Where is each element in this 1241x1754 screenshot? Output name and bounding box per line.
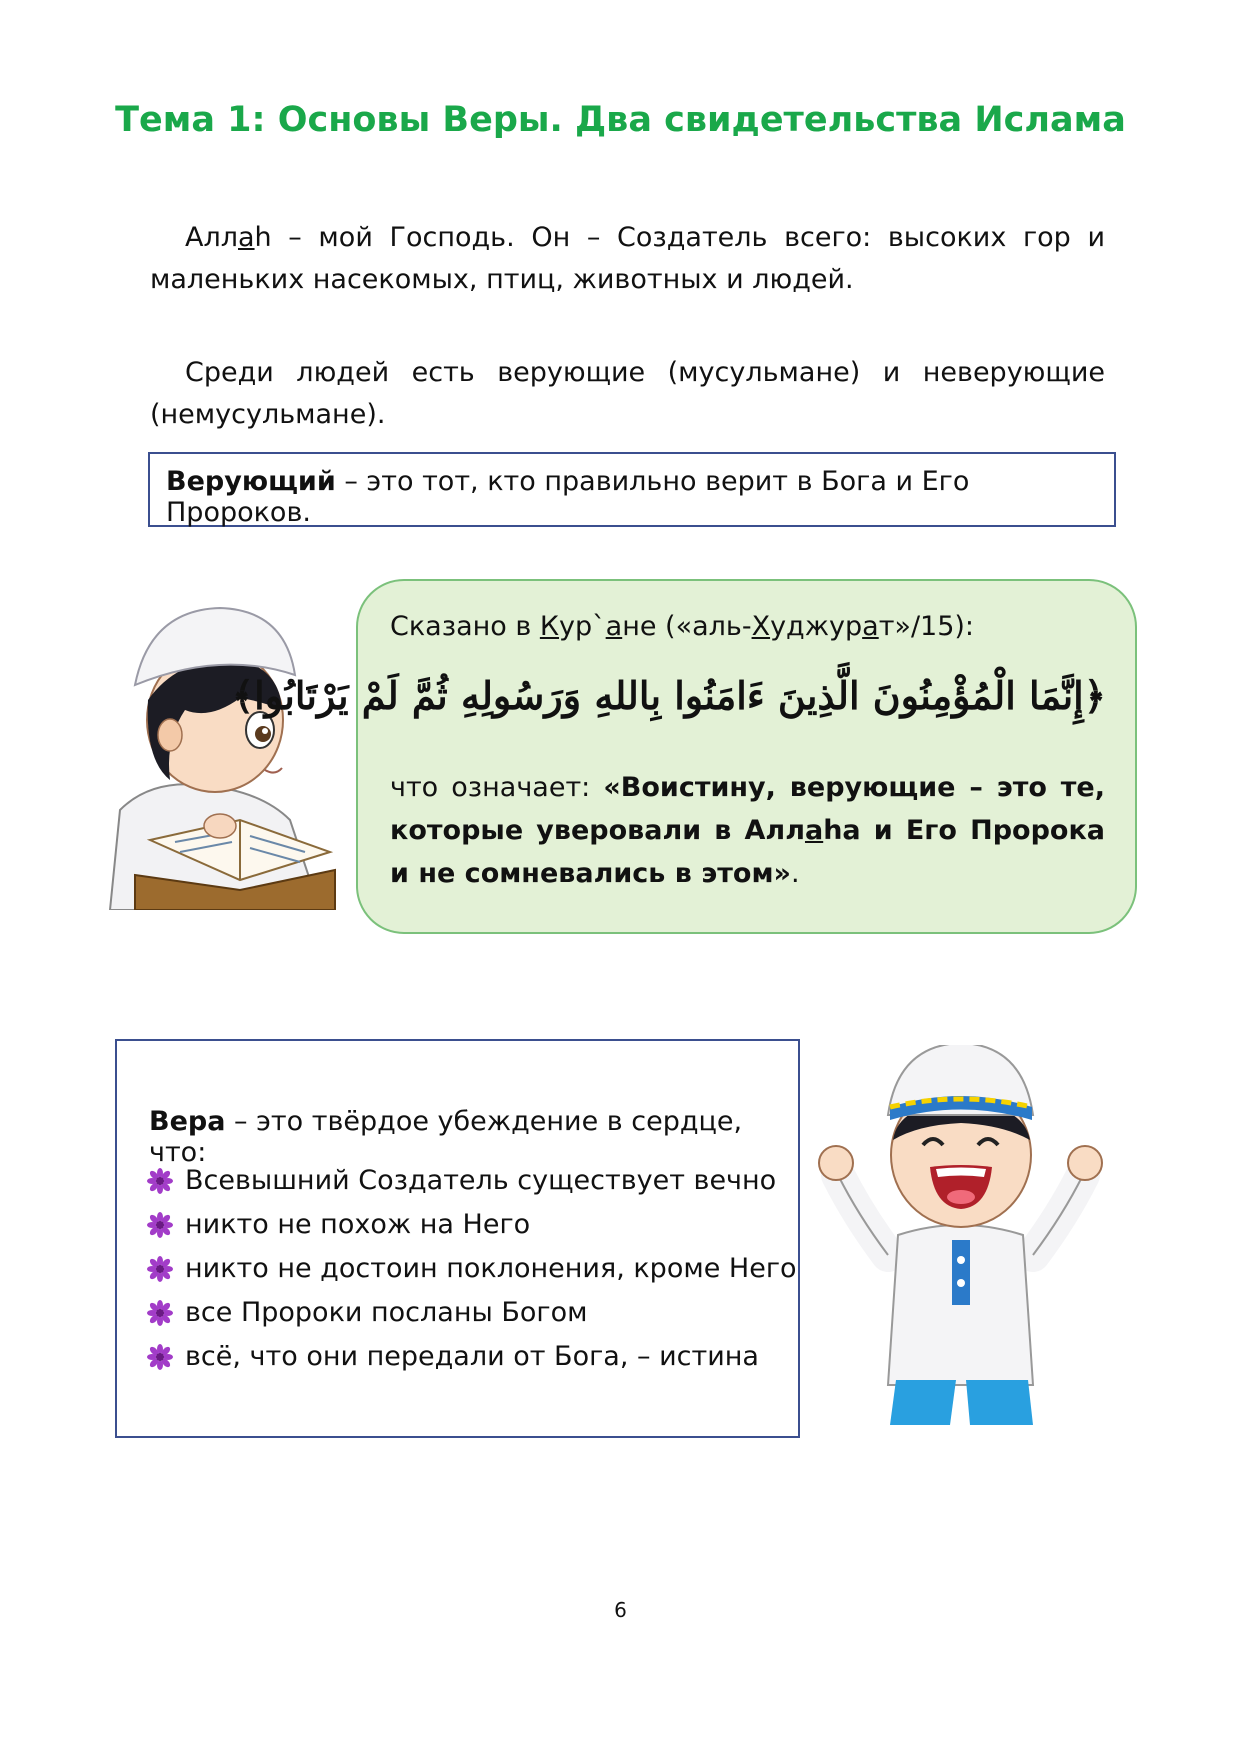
list-item: никто не похож на Него bbox=[147, 1203, 797, 1247]
quran-source: Сказано в Кур`ане («аль-Худжурат»/15): bbox=[390, 611, 975, 642]
faith-list bbox=[147, 1159, 797, 1379]
happy-boy-illustration bbox=[818, 1045, 1103, 1425]
faith-lead: Вера – это твёрдое убеждение в сердце, что: bbox=[149, 1106, 743, 1168]
purple-flower-icon bbox=[147, 1256, 173, 1282]
list-item: Всевышний Создатель существует вечно bbox=[147, 1159, 797, 1203]
definition-text: – это тот, кто правильно верит в Бога и Его Пророков. bbox=[166, 466, 970, 528]
intro-paragraph: Аллаh – мой Господь. Он – Создатель всего: высоких гор и маленьких насекомых, птиц, животных и людей. bbox=[150, 222, 1105, 295]
list-item: всё, что они передали от Бога, – истина bbox=[147, 1335, 797, 1379]
purple-flower-icon bbox=[147, 1344, 173, 1370]
definition-term: Верующий bbox=[166, 466, 336, 497]
page-title: Тема 1: Основы Веры. Два свидетельства Ислама bbox=[115, 100, 1126, 140]
list-item: все Пророки посланы Богом bbox=[147, 1291, 797, 1335]
believer-definition-box bbox=[148, 452, 1116, 527]
purple-flower-icon bbox=[147, 1300, 173, 1326]
verse-meaning: что означает: «Воистину, верующие – это те, которые уверовали в Аллаhа и Его Пророка и не сомневались в этом». bbox=[390, 772, 1106, 889]
believers-paragraph: Среди людей есть верующие (мусульмане) и неверующие (немусульмане). bbox=[150, 357, 1105, 430]
page-number: 6 bbox=[614, 1598, 627, 1622]
faith-definition-box bbox=[115, 1039, 800, 1438]
arabic-verse: ﴿إِنَّمَا الْمُؤْمِنُونَ الَّذِينَ ءَامَنُوا بِاللهِ وَرَسُولِهِ ثُمَّ لَمْ يَرْتَابُوا﴾ bbox=[231, 673, 1106, 718]
list-item: никто не достоин поклонения, кроме Него bbox=[147, 1247, 797, 1291]
purple-flower-icon bbox=[147, 1212, 173, 1238]
boy-reading-quran-illustration bbox=[90, 590, 350, 910]
quran-quote-card bbox=[231, 579, 1137, 934]
purple-flower-icon bbox=[147, 1168, 173, 1194]
